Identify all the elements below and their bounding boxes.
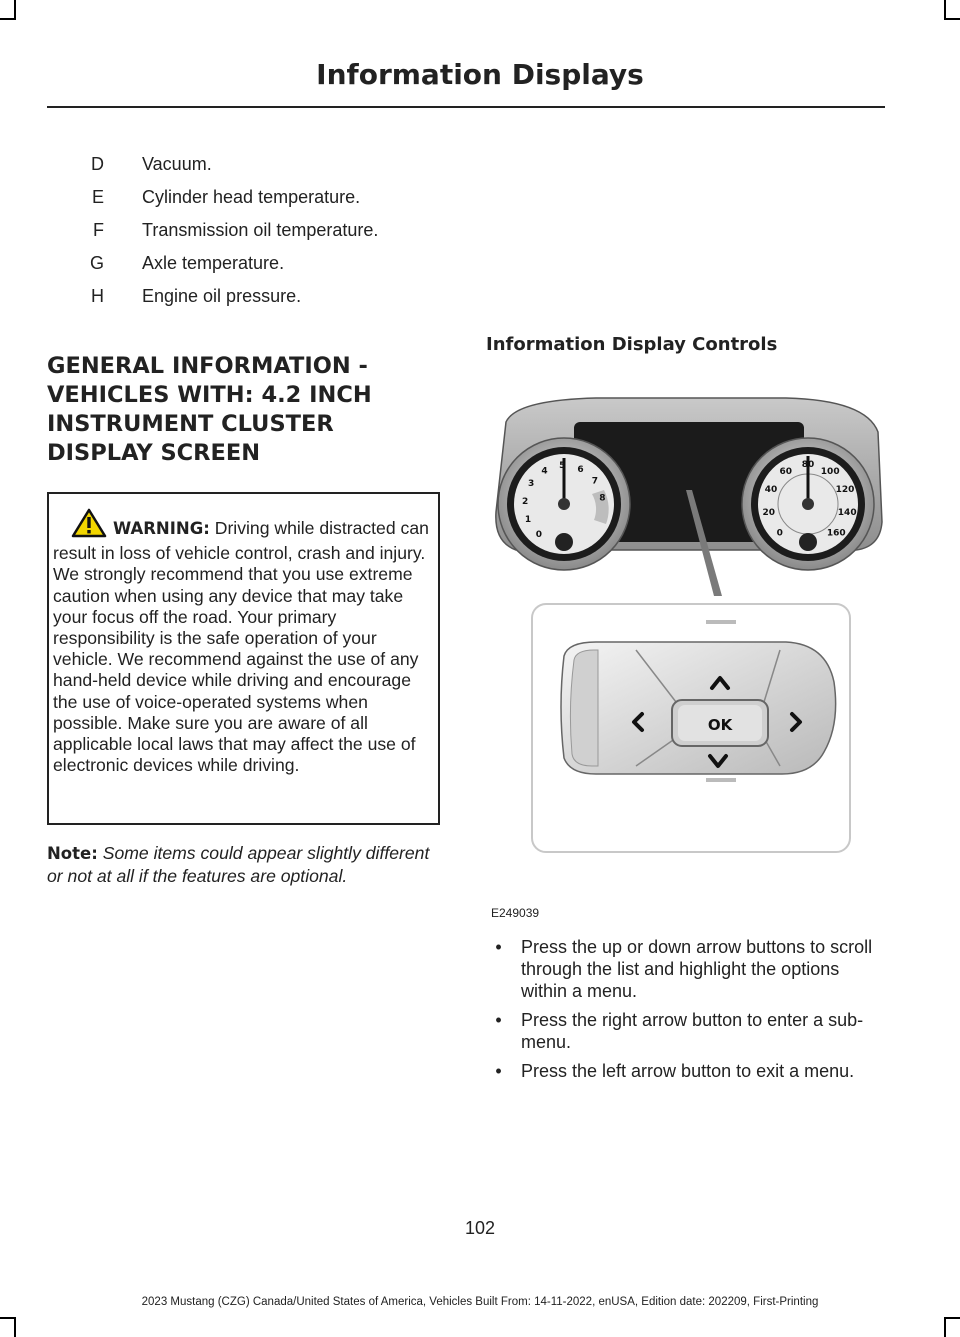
bullet-icon: • [495, 1010, 502, 1030]
instruction-list [476, 936, 886, 1089]
legend-key: F [93, 220, 104, 240]
controls-heading: Information Display Controls [486, 334, 778, 355]
legend-text: Transmission oil temperature. [142, 220, 379, 240]
legend-item [64, 286, 444, 319]
tach-numeral: 0 [535, 530, 543, 540]
page-number: 102 [464, 1218, 496, 1238]
note-label: Note: [47, 844, 98, 863]
list-item-text: Press the right arrow button to enter a sub-menu. [521, 1010, 864, 1052]
note [47, 842, 442, 887]
section-heading-line: VEHICLES WITH: 4.2 INCH [47, 382, 372, 408]
header-divider [47, 106, 885, 108]
page-footer: 2023 Mustang (CZG) Canada/United States of America, Vehicles Built From: 14-11-2022, enUSA, Edition date: 202209, First-Printing [141, 1296, 819, 1308]
warning-label: WARNING: [113, 519, 210, 538]
callout-legend [64, 154, 444, 319]
list-item [476, 1009, 886, 1053]
speed-numeral: 160 [826, 528, 846, 539]
controls-illustration [486, 392, 886, 927]
speed-numeral: 60 [779, 466, 793, 477]
section-heading-line: INSTRUMENT CLUSTER [47, 411, 334, 437]
ok-label: OK [707, 716, 733, 734]
legend-key: E [91, 187, 104, 207]
legend-text: Cylinder head temperature. [142, 187, 361, 207]
bullet-icon: • [495, 1061, 502, 1081]
crop-mark [0, 18, 16, 20]
tach-numeral: 6 [577, 464, 584, 475]
speedometer [742, 438, 874, 570]
crop-mark [14, 0, 16, 20]
crop-mark [14, 1317, 16, 1337]
speed-numeral: 0 [776, 528, 783, 539]
speed-numeral: 140 [837, 508, 857, 518]
list-item [476, 936, 886, 1002]
note-text: Some items could appear slightly different or not at all if the features are optional. [47, 843, 430, 886]
legend-item [64, 187, 444, 220]
list-item [476, 1060, 886, 1082]
speed-numeral: 80 [801, 460, 815, 471]
tach-numeral: 3 [527, 479, 535, 490]
crop-mark [944, 18, 960, 20]
legend-key: G [89, 253, 104, 273]
legend-text: Engine oil pressure. [142, 286, 302, 306]
page-title: Information Displays [316, 58, 644, 91]
section-heading-line: GENERAL INFORMATION - [47, 353, 368, 379]
speed-numeral: 20 [762, 508, 776, 518]
tach-numeral: 4 [541, 466, 548, 477]
speed-numeral: 40 [764, 484, 778, 495]
speed-numeral: 100 [820, 466, 840, 477]
section-heading-line: DISPLAY SCREEN [47, 440, 261, 466]
tach-numeral: 2 [521, 496, 529, 507]
crop-mark [944, 1317, 960, 1319]
legend-key: H [91, 286, 104, 306]
warning-text: Driving while distracted can result in loss of vehicle control, crash and injury. We strongly recommend that you use extreme caution when using any device that may take your focus off the road. Your primary responsibility is the safe operation of your vehicle. We recommend against the use of any hand-held device while driving and encourage the use of voice-operated systems when possible. Make sure you are aware of all applicable local laws that may affect the use of electronic devices while driving. [53, 518, 429, 776]
speed-numeral: 120 [835, 484, 855, 495]
figure-code: E249039 [491, 906, 540, 920]
tachometer [498, 438, 630, 570]
legend-text: Axle temperature. [142, 253, 285, 273]
ok-button[interactable] [672, 700, 768, 746]
legend-text: Vacuum. [142, 154, 212, 174]
legend-item [64, 154, 444, 187]
section-heading [47, 352, 447, 468]
tach-numeral: 1 [524, 515, 532, 526]
tach-numeral: 5 [559, 461, 566, 472]
warning-triangle-icon [71, 508, 107, 543]
crop-mark [0, 1317, 16, 1319]
warning-box [47, 492, 440, 825]
legend-item [64, 253, 444, 286]
legend-key: D [91, 154, 104, 174]
bullet-icon: • [495, 937, 502, 957]
crop-mark [944, 0, 946, 20]
list-item-text: Press the up or down arrow buttons to scroll through the list and highlight the options within a menu. [521, 937, 873, 1001]
list-item-text: Press the left arrow button to exit a menu. [521, 1061, 855, 1081]
tach-numeral: 8 [599, 493, 606, 504]
tach-numeral: 7 [591, 476, 599, 487]
legend-item [64, 220, 444, 253]
crop-mark [944, 1317, 946, 1337]
